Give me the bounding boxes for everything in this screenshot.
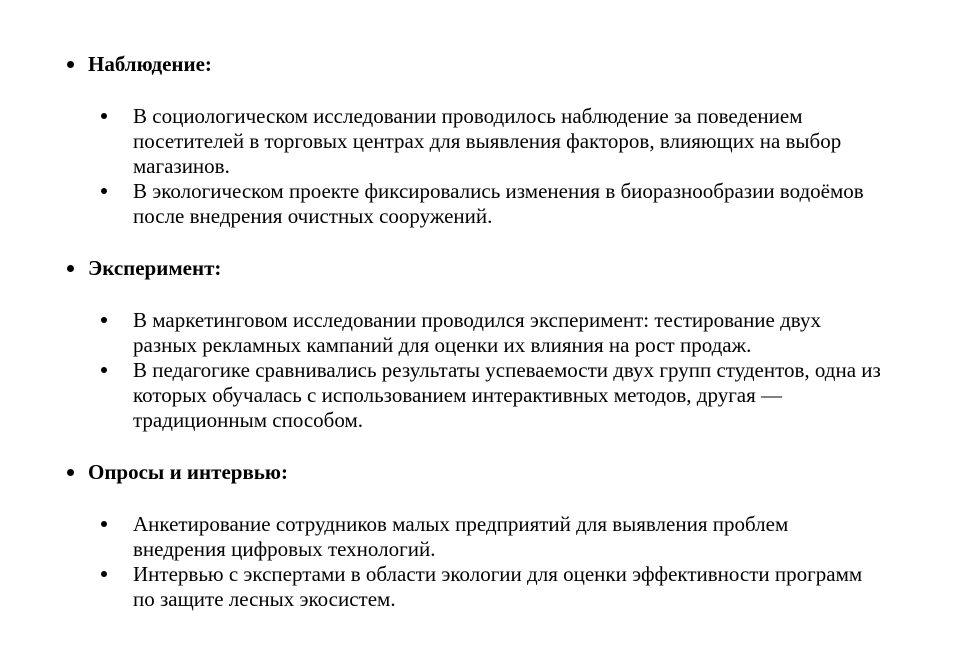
- text-line: В маркетинговом исследовании проводился эксперимент: тестирование двух: [133, 308, 821, 332]
- list-item-text: [133, 358, 933, 433]
- text-line: В педагогике сравнивались результаты успеваемости двух групп студентов, одна из: [133, 358, 881, 382]
- bullet-icon: [67, 265, 74, 272]
- bullet-icon: [101, 317, 107, 323]
- text-line: внедрения цифровых технологий.: [133, 537, 436, 561]
- bullet-icon: [101, 113, 107, 119]
- bullet-icon: [101, 571, 107, 577]
- bullet-icon: [101, 188, 107, 194]
- section-title: Наблюдение:: [88, 52, 212, 76]
- text-line: Интервью с экспертами в области экологии для оценки эффективности программ: [133, 562, 863, 586]
- section-title: Опросы и интервью:: [88, 460, 288, 484]
- text-line: магазинов.: [133, 154, 230, 178]
- bullet-icon: [67, 61, 74, 68]
- text-line: В экологическом проекте фиксировались изменения в биоразнообразии водоёмов: [133, 179, 864, 203]
- text-line: В социологическом исследовании проводилось наблюдение за поведением: [133, 104, 803, 128]
- text-line: посетителей в торговых центрах для выявления факторов, влияющих на выбор: [133, 129, 842, 153]
- list-item-text: [133, 562, 933, 612]
- text-line: разных рекламных кампаний для оценки их влияния на рост продаж.: [133, 333, 752, 357]
- text-line: Анкетирование сотрудников малых предприятий для выявления проблем: [133, 512, 789, 536]
- text-line: после внедрения очистных сооружений.: [133, 204, 493, 228]
- list-item-text: [133, 308, 933, 358]
- list-item-text: [133, 104, 933, 179]
- text-line: по защите лесных экосистем.: [133, 587, 396, 611]
- bullet-icon: [67, 469, 74, 476]
- list-item-text: [133, 179, 933, 229]
- bullet-icon: [101, 367, 107, 373]
- list-item-text: [133, 512, 933, 562]
- bullet-icon: [101, 521, 107, 527]
- section-title: Эксперимент:: [88, 256, 222, 280]
- text-line: которых обучалась с использованием интерактивных методов, другая —: [133, 383, 783, 407]
- text-line: традиционным способом.: [133, 408, 364, 432]
